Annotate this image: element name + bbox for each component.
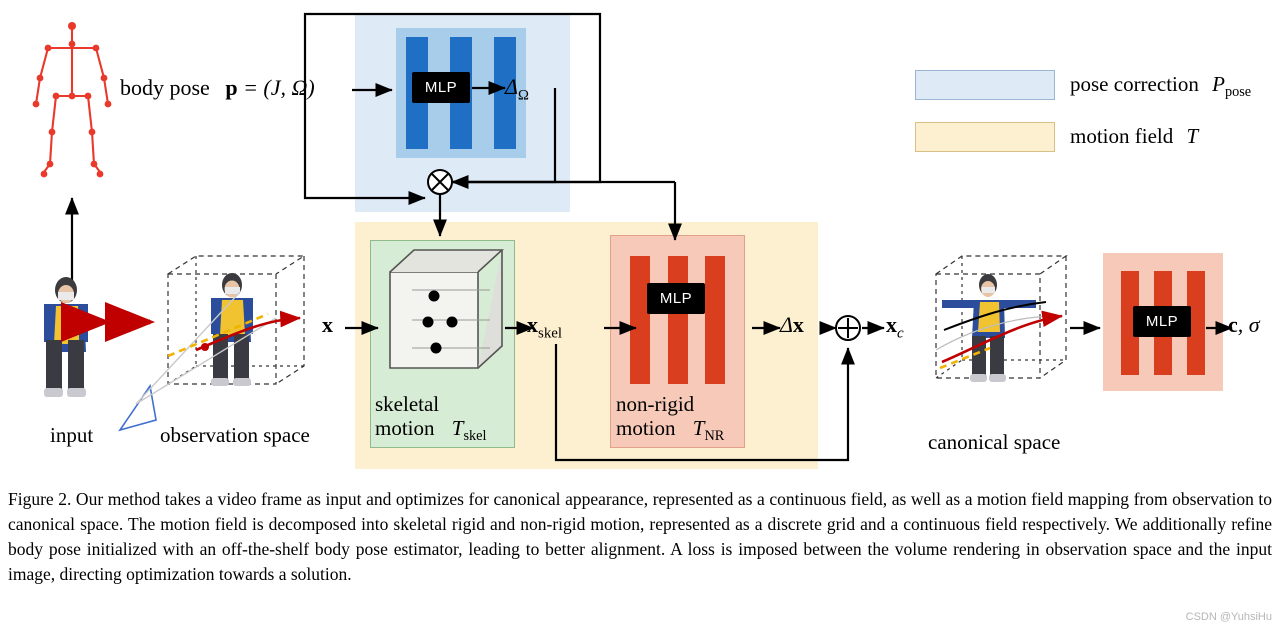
label-x-c: $x_c$ — [886, 312, 904, 342]
label-observation-space: observation space — [160, 423, 310, 447]
oplus-operator — [836, 316, 860, 340]
label-input: input — [50, 423, 94, 447]
figure-caption: Figure 2. Our method takes a video frame as input and optimizes for canonical appearance, represented as a continuous field, as well as a motion field mapping from observation to canonical space. The motion field is decomposed into skeletal rigid and non-rigid motion, represented as a discrete grid and a continuous field respectively. We additionally refine body pose initialized with an off-the-shelf body pose estimator, leading to better alignment. A loss is imposed between the volume rendering in observation space and the input image, directing optimization towards a solution. — [8, 489, 1272, 584]
mlp-chip-pose: MLP — [412, 72, 470, 103]
canonical-deformed-ray — [942, 316, 1062, 362]
canonical-space-cube — [936, 256, 1066, 378]
label-body-pose: body pose p = (J, Ω) — [120, 75, 315, 100]
canonical-person-image — [942, 274, 1036, 382]
label-non-rigid-motion: non-rigid motion $T_{NR}$ — [616, 392, 725, 445]
deformed-ray — [196, 318, 300, 350]
legend-label-motion-field: motion field T — [1070, 124, 1199, 148]
network-bar — [630, 256, 650, 384]
canonical-rays — [936, 316, 1050, 350]
network-bar — [705, 256, 725, 384]
network-bar — [668, 256, 688, 384]
legend-swatch-motion-field — [915, 122, 1055, 152]
legend-label-pose-correction: pose correction $P_{pose}$ — [1070, 72, 1252, 101]
label-delta-omega: $\Delta_\Omega$ — [505, 74, 530, 104]
canonical-curve — [944, 302, 1046, 330]
non-rigid-mlp-stack — [621, 248, 734, 392]
camera-rays — [136, 292, 276, 404]
watermark-label: CSDN @YuhsiHu — [1185, 611, 1272, 623]
legend-swatch-pose-correction — [915, 70, 1055, 100]
observation-person-image — [211, 273, 253, 386]
skeleton-figure — [36, 28, 108, 172]
label-output-c-sigma: c, σ — [1228, 312, 1260, 337]
label-x: x — [322, 312, 333, 337]
label-x-skel: $x_{skel}$ — [527, 312, 563, 342]
mlp-chip-non-rigid: MLP — [647, 283, 705, 314]
label-skeletal-motion: skeletal motion $T_{skel}$ — [375, 392, 487, 445]
observation-space-cube — [168, 256, 304, 384]
ray-sample-point — [201, 343, 209, 351]
label-canonical-space: canonical space — [928, 430, 1061, 454]
skeleton-joints — [33, 22, 112, 177]
sample-ray — [168, 314, 268, 356]
mlp-chip-canonical: MLP — [1133, 306, 1191, 337]
camera-frustum — [120, 386, 156, 430]
input-person-image — [44, 277, 88, 397]
label-delta-x: Δx — [780, 312, 804, 337]
canonical-sample-ray — [940, 348, 990, 368]
